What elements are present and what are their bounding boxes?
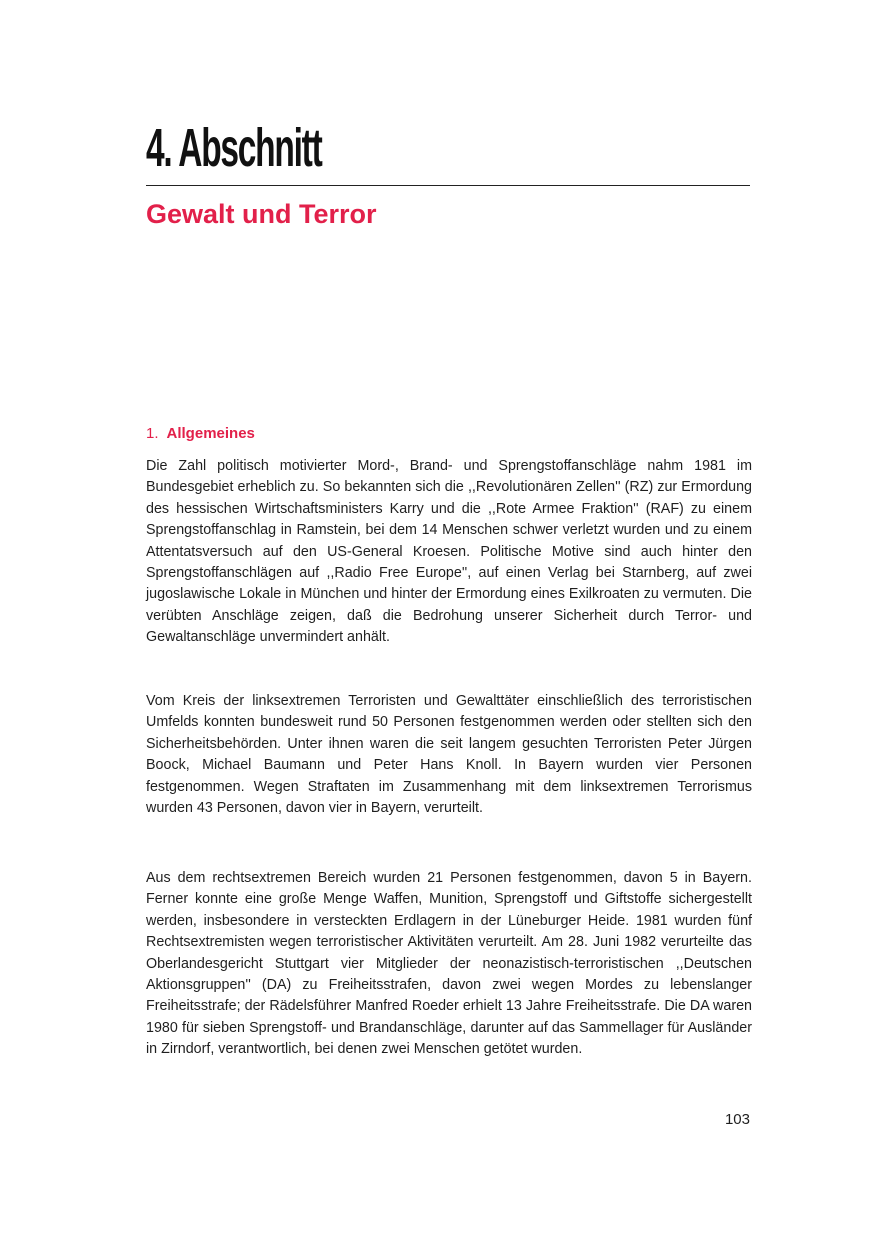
section-heading: [146, 424, 255, 444]
section-title: Allgemeines: [166, 425, 255, 442]
paragraph-3: Aus dem rechtsextremen Bereich wurden 21 Personen festgenommen, davon 5 in Bayern. Ferner konnte eine große Menge Waffen, Munition, Sprengstoff und Giftstoffe sichergestellt werden, insbesondere in versteckten Erdlagern in der Lüneburger Heide. 1981 wurden fünf Rechtsextremisten wegen terroristischer Aktivitäten verurteilt. Am 28. Juni 1982 verurteilte das Oberlandesgericht Stuttgart vier Mitglieder der neonazistisch-terroristischen ,,Deutschen Aktionsgruppen'' (DA) zu Freiheitsstrafen, davon zwei wegen Mordes zu lebenslanger Freiheitsstrafe; der Rädelsführer Manfred Roeder erhielt 13 Jahre Freiheitsstrafe. Die DA waren 1980 für sieben Sprengstoff- und Brandanschläge, darunter auf das Sammellager für Ausländer in Zirndorf, verantwortlich, bei denen zwei Menschen getötet wurden.: [146, 870, 752, 1058]
page-number: 103: [724, 1111, 750, 1128]
section-number: 1.: [146, 425, 159, 442]
title-divider: [146, 185, 750, 186]
chapter-subtitle: Gewalt und Terror: [146, 199, 377, 229]
paragraph-1: Die Zahl politisch motivierter Mord-, Brand- und Sprengstoffanschläge nahm 1981 im Bundesgebiet erheblich zu. So bekannten sich die ,,Revolutionären Zellen'' (RZ) zur Ermordung des hessischen Wirtschaftsministers Karry und die ,,Rote Armee Fraktion'' (RAF) zu einem Sprengstoffanschlag in Ramstein, bei dem 14 Menschen schwer verletzt wurden und zu einem Attentatsversuch auf den US-General Kroesen. Politische Motive sind auch hinter den Sprengstoffanschlägen auf ,,Radio Free Europe'', auf einen Verlag bei Starnberg, auf zwei jugoslawische Lokale in München und hinter der Ermordung eines Exilkroaten zu vermuten. Die verübten Anschläge zeigen, daß die Bedrohung unserer Sicherheit durch Terror- und Gewaltanschläge unvermindert anhält.: [146, 458, 752, 646]
chapter-title: 4. Abschnitt: [146, 118, 322, 178]
paragraph-2: Vom Kreis der linksextremen Terroristen und Gewalttäter einschließlich des terroristischen Umfelds konnten bundesweit rund 50 Personen festgenommen werden oder stellten sich den Sicherheitsbehörden. Unter ihnen waren die seit langem gesuchten Terroristen Peter Jürgen Boock, Michael Baumann und Peter Hans Knoll. In Bayern wurden vier Personen festgenommen. Wegen Straftaten im Zusammenhang mit dem linksextremen Terrorismus wurden 43 Personen, davon vier in Bayern, verurteilt.: [146, 693, 752, 817]
